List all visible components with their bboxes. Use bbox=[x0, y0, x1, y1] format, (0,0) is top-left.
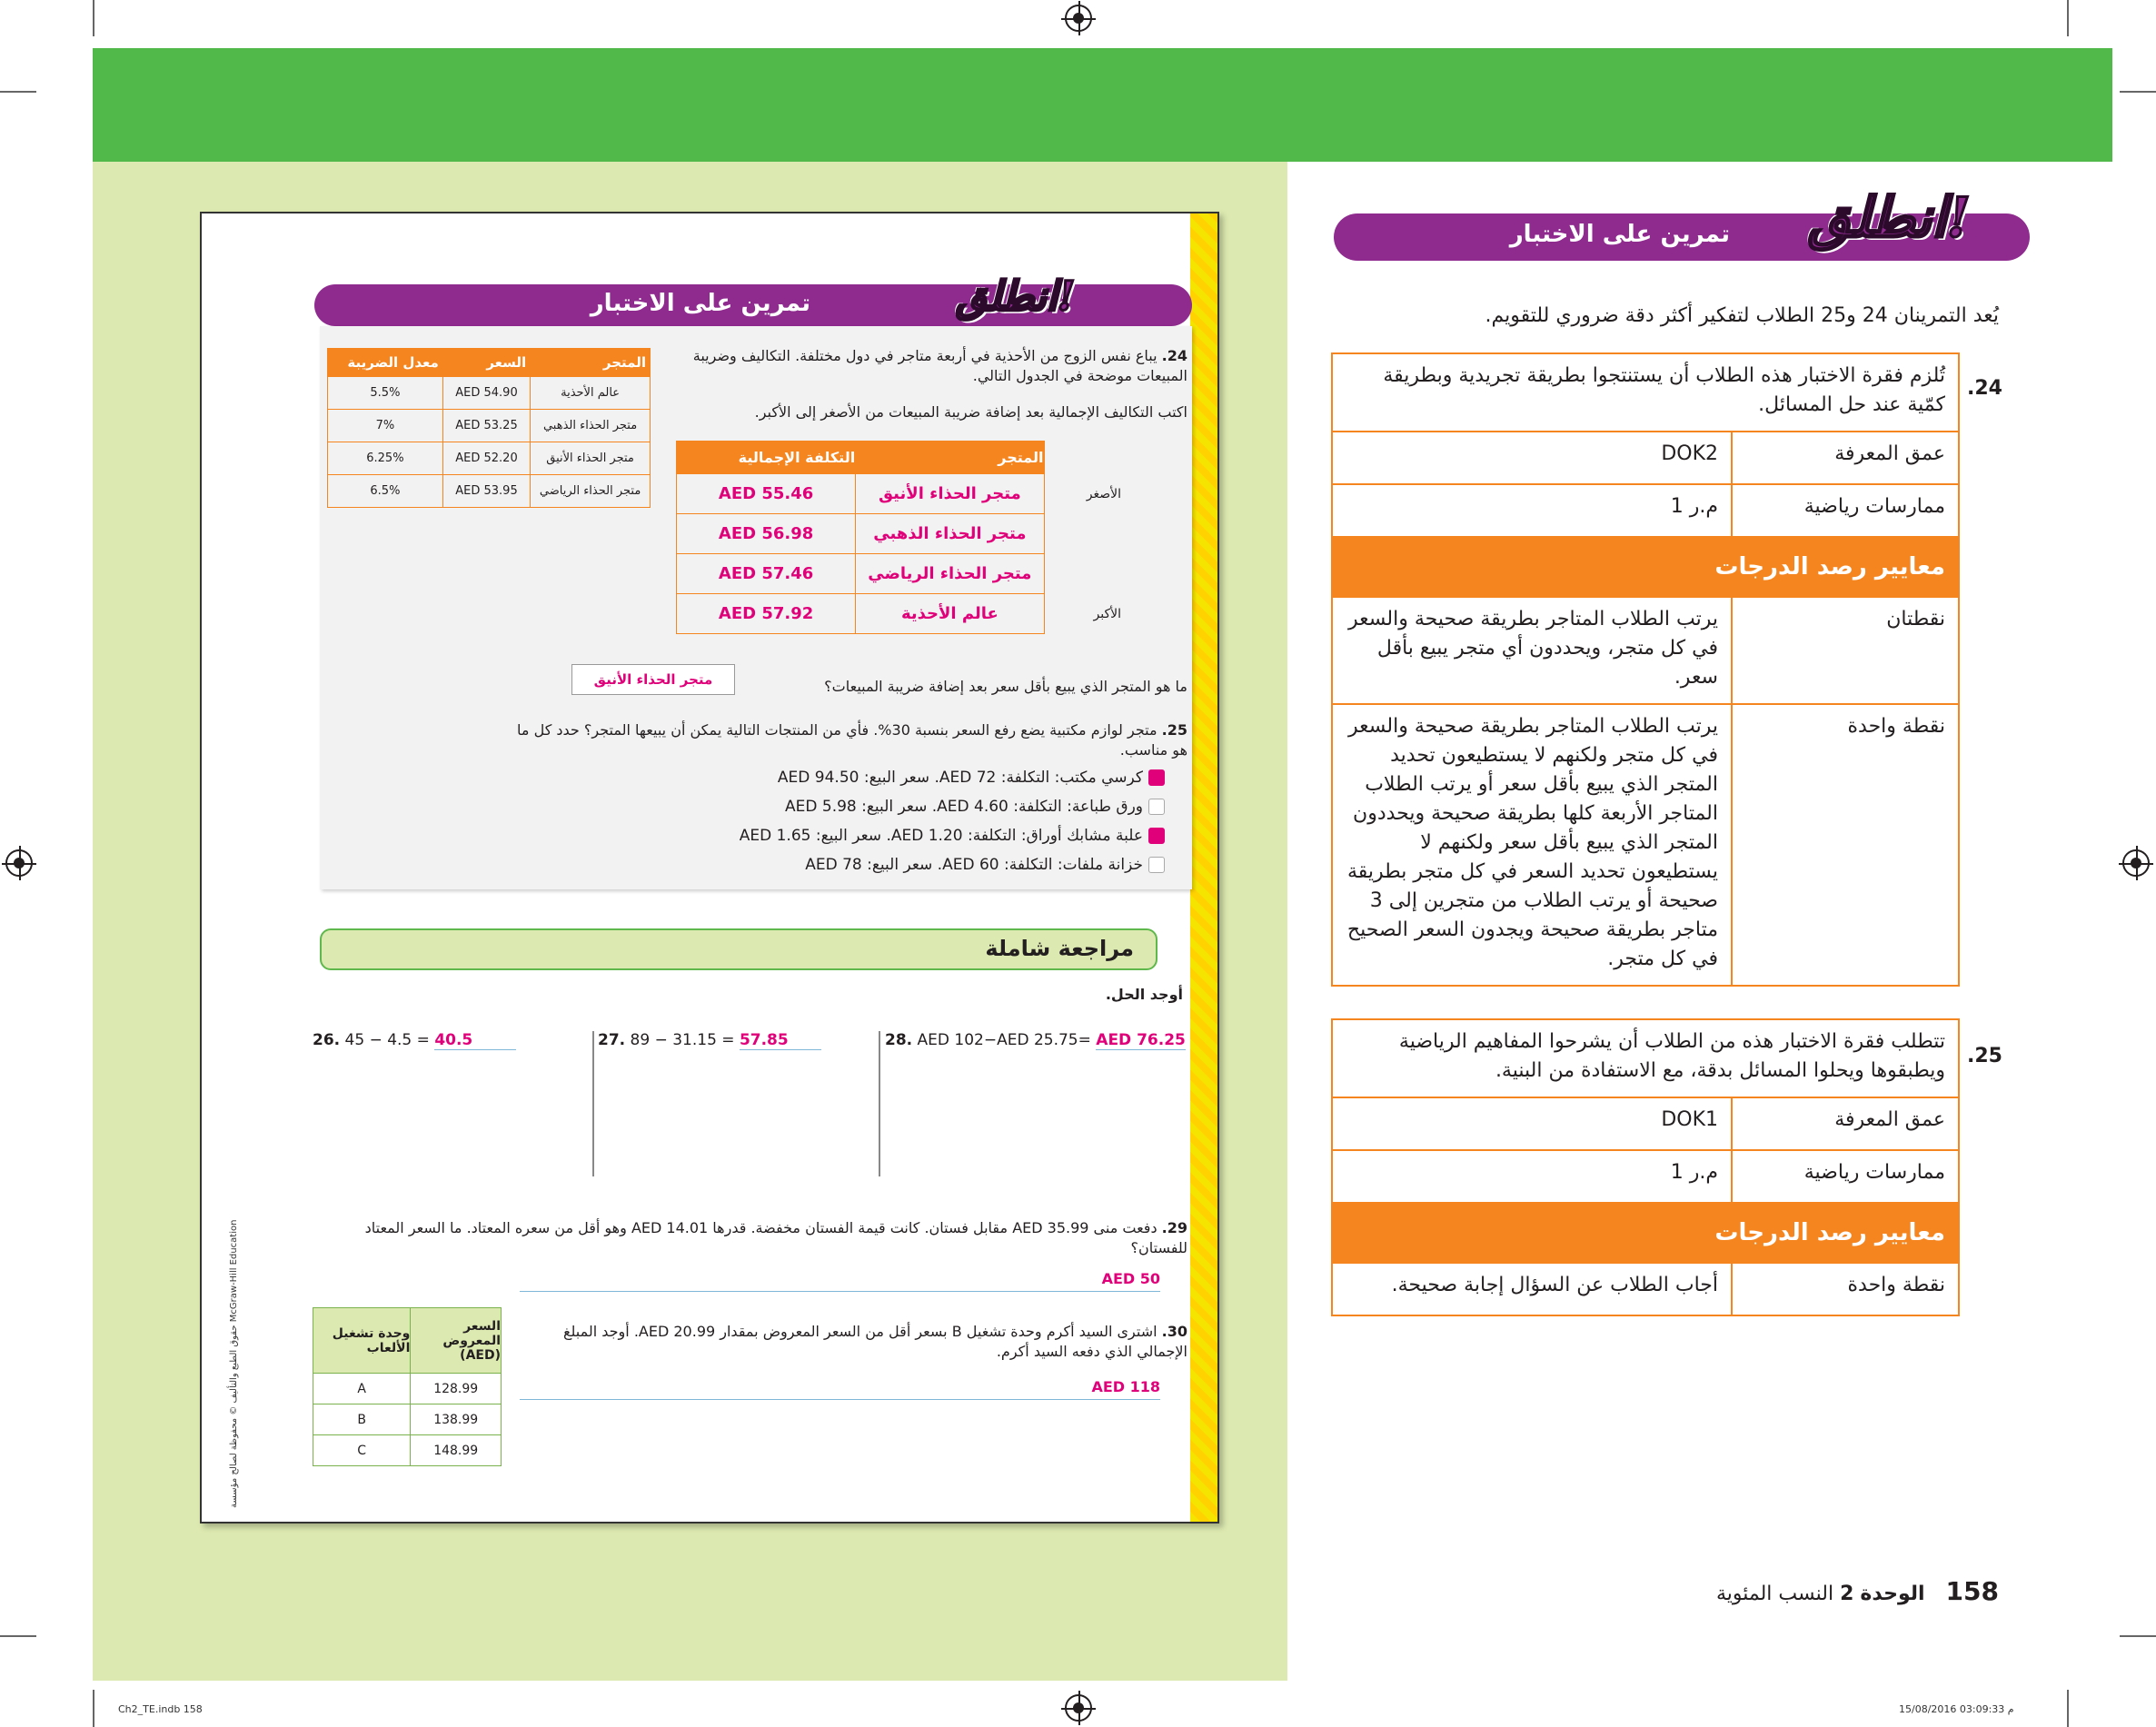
practice-label: ممارسات رياضية bbox=[1732, 1150, 1959, 1203]
console-header-price: السعر المعروض (AED) bbox=[411, 1308, 502, 1374]
console-price: 148.99 bbox=[411, 1435, 502, 1466]
rubric-text: يرتب الطلاب المتاجر بطريقة صحيحة والسعر في كل متجر، ويحددون أي متجر يبيع بأقل سعر. bbox=[1332, 597, 1732, 704]
registration-mark-icon bbox=[1065, 1694, 1092, 1722]
rubric-points: نقطتان bbox=[1732, 597, 1959, 704]
crop-mark bbox=[93, 1690, 94, 1727]
table-row bbox=[313, 1435, 502, 1466]
spacer bbox=[1044, 442, 1127, 474]
table-row bbox=[313, 1404, 502, 1435]
crop-mark bbox=[2120, 1635, 2156, 1637]
rubric-points: نقطة واحدة bbox=[1732, 704, 1959, 986]
q27-number: 27. bbox=[598, 1031, 626, 1049]
registration-mark-icon bbox=[2122, 849, 2150, 877]
answer-header-store: المتجر bbox=[856, 442, 1044, 474]
table-row bbox=[677, 514, 1128, 554]
item24-desc: تُلزم فقرة الاختبار هذه الطلاب أن يستنتجوا بطريقة تجريدية وبطريقة كمّية عند حل المسائل. bbox=[1332, 353, 1959, 432]
q29-answer: AED 50 bbox=[520, 1270, 1160, 1292]
q27-answer: 57.85 bbox=[740, 1031, 821, 1050]
option-text: ورق طباعة: التكلفة: AED 4.60. سعر البيع: AED 5.98 bbox=[785, 798, 1143, 816]
option-text: علبة مشابك أوراق: التكلفة: AED 1.20. سعر البيع: AED 1.65 bbox=[739, 827, 1143, 845]
q27-expr: 89 − 31.15 = bbox=[630, 1031, 735, 1049]
crop-mark bbox=[0, 1635, 36, 1637]
q30-body: اشترى السيد أكرم وحدة تشغيل B بسعر أقل من السعر المعروض بمقدار AED 20.99. أوجد المبلغ الإجمالي الذي دفعه السيد أكرم. bbox=[562, 1323, 1187, 1360]
header-band bbox=[93, 48, 2112, 162]
checkbox-unchecked[interactable] bbox=[1148, 857, 1165, 873]
console-price: 138.99 bbox=[411, 1404, 502, 1435]
price-value: AED 54.90 bbox=[442, 377, 530, 410]
table-row bbox=[328, 377, 651, 410]
practice-label: ممارسات رياضية bbox=[1732, 484, 1959, 537]
table-row bbox=[1332, 1150, 1959, 1203]
table-row bbox=[1332, 432, 1959, 484]
answer-total: AED 57.46 bbox=[677, 554, 856, 594]
item25-table bbox=[1331, 1018, 1960, 1316]
table-row bbox=[1332, 1097, 1959, 1150]
price-value: AED 53.95 bbox=[442, 475, 530, 508]
q28-expr: AED 102−AED 25.75= bbox=[917, 1031, 1091, 1049]
q26-answer: 40.5 bbox=[434, 1031, 516, 1050]
q27 bbox=[598, 1031, 821, 1050]
checkbox-checked[interactable] bbox=[1148, 769, 1165, 786]
table-row bbox=[1332, 597, 1959, 704]
table-row bbox=[1332, 1263, 1959, 1315]
page-footer bbox=[1681, 1576, 1999, 1606]
divider bbox=[592, 1031, 594, 1176]
answer-store: متجر الحذاء الذهبي bbox=[856, 514, 1044, 554]
table-row bbox=[328, 442, 651, 475]
q24-answer-box[interactable]: متجر الحذاء الأنيق bbox=[571, 664, 735, 695]
q30-answer: AED 118 bbox=[520, 1378, 1160, 1400]
rubric-title: معايير رصد الدرجات bbox=[1332, 1203, 1959, 1263]
item24-number: .24 bbox=[1967, 377, 2002, 400]
file-info: Ch2_TE.indb 158 bbox=[118, 1703, 203, 1715]
list-item[interactable] bbox=[592, 821, 1165, 850]
rubric-text: يرتب الطلاب المتاجر بطريقة صحيحة والسعر في كل متجر ولكنهم لا يستطيعون تحديد المتجر الذي يبيع بأقل سعر أو يرتب الطلاب المتاجر الأربعة كلها بطريقة صحيحة ويحددون المتجر الذي يبيع بأقل سعر ولكنهم لا يستطيعون تحديد السعر في كل متجر بطريقة صحيحة أو يرتب الطلاب من متجرين إلى 3 متاجر بطريقة صحيحة ويجدون السعر الصحيح في كل متجر. bbox=[1332, 704, 1732, 986]
price-table bbox=[327, 348, 651, 508]
teacher-banner-title: تمرين على الاختبار bbox=[1509, 221, 1730, 248]
price-store: متجر الحذاء الذهبي bbox=[531, 410, 651, 442]
answer-total: AED 57.92 bbox=[677, 594, 856, 634]
table-row bbox=[313, 1374, 502, 1404]
crop-mark bbox=[2120, 91, 2156, 93]
crop-mark bbox=[2067, 0, 2069, 36]
table-row bbox=[677, 554, 1128, 594]
spacer bbox=[1044, 514, 1127, 554]
item24-table bbox=[1331, 352, 1960, 987]
q25-text bbox=[502, 720, 1187, 760]
price-header-tax: معدل الضريبة bbox=[328, 349, 443, 377]
q24-body: يباع نفس الزوج من الأحذية في أربعة متاجر في دول مختلفة. التكاليف وضريبة المبيعات موضحة في الجدول التالي. bbox=[692, 347, 1187, 384]
copyright-text: حقوق الطبع والتأليف © محفوظة لصالح مؤسسة McGraw-Hill Education bbox=[229, 1219, 239, 1508]
answer-store: متجر الحذاء الرياضي bbox=[856, 554, 1044, 594]
table-row bbox=[328, 475, 651, 508]
item25-desc: تتطلب فقرة الاختبار هذه من الطلاب أن يشرحوا المفاهيم الرياضية ويطبقوها ويحلوا المسائل بدقة، مع الاستفادة من البنية. bbox=[1332, 1019, 1959, 1097]
q28-number: 28. bbox=[885, 1031, 913, 1049]
spacer bbox=[1044, 554, 1127, 594]
student-logo-word: انطلق! bbox=[956, 273, 1076, 320]
q26 bbox=[313, 1031, 516, 1050]
rubric-text: أجاب الطلاب عن السؤال إجابة صحيحة. bbox=[1332, 1263, 1732, 1315]
q26-number: 26. bbox=[313, 1031, 341, 1049]
list-item[interactable] bbox=[592, 850, 1165, 879]
review-bar bbox=[320, 928, 1157, 970]
crop-mark bbox=[2067, 1690, 2069, 1727]
item25-number: .25 bbox=[1967, 1045, 2002, 1067]
unit-title: النسب المئوية bbox=[1715, 1583, 1834, 1605]
option-text: كرسي مكتب: التكلفة: AED 72. سعر البيع: AED 94.50 bbox=[777, 769, 1143, 787]
answer-header-total: التكلفة الإجمالية bbox=[677, 442, 856, 474]
console-unit: A bbox=[313, 1374, 411, 1404]
console-unit: B bbox=[313, 1404, 411, 1435]
list-item[interactable] bbox=[592, 763, 1165, 792]
review-title: مراجعة شاملة bbox=[985, 936, 1134, 961]
answer-store: عالم الأحذية bbox=[856, 594, 1044, 634]
price-store: عالم الأحذية bbox=[531, 377, 651, 410]
q24-question: ما هو المتجر الذي يبيع بأقل سعر بعد إضافة ضريبة المبيعات؟ bbox=[824, 678, 1187, 695]
price-store: متجر الحذاء الرياضي bbox=[531, 475, 651, 508]
console-header-unit: وحدة تشغيل الألعاب bbox=[313, 1308, 411, 1374]
table-row bbox=[1332, 704, 1959, 986]
page-number: 158 bbox=[1945, 1576, 1999, 1606]
table-row bbox=[328, 410, 651, 442]
price-tax: 5.5% bbox=[328, 377, 443, 410]
q28-answer: AED 76.25 bbox=[1096, 1031, 1186, 1049]
table-row bbox=[677, 474, 1128, 514]
crop-mark bbox=[93, 0, 94, 36]
q24-instruction: اكتب التكاليف الإجمالية بعد إضافة ضريبة المبيعات من الأصغر إلى الأكبر. bbox=[754, 403, 1187, 421]
option-text: خزانة ملفات: التكلفة: AED 60. سعر البيع: AED 78 bbox=[805, 856, 1143, 874]
price-tax: 6.5% bbox=[328, 475, 443, 508]
q28 bbox=[885, 1031, 1186, 1050]
rubric-title: معايير رصد الدرجات bbox=[1332, 537, 1959, 597]
registration-mark-icon bbox=[1065, 5, 1092, 32]
q25-options bbox=[592, 763, 1165, 879]
q30-text bbox=[520, 1322, 1187, 1362]
crop-mark bbox=[0, 91, 36, 93]
yellow-stripe bbox=[1190, 213, 1217, 1522]
find-solution-label: أوجد الحل. bbox=[1105, 986, 1183, 1003]
price-store: متجر الحذاء الأنيق bbox=[531, 442, 651, 475]
checkbox-unchecked[interactable] bbox=[1148, 799, 1165, 815]
rubric-points: نقطة واحدة bbox=[1732, 1263, 1959, 1315]
price-value: AED 52.20 bbox=[442, 442, 530, 475]
teacher-logo-word: انطلق! bbox=[1808, 186, 1971, 250]
console-unit: C bbox=[313, 1435, 411, 1466]
table-row bbox=[677, 594, 1128, 634]
dok-label: عمق المعرفة bbox=[1732, 1097, 1959, 1150]
unit-label: الوحدة bbox=[1860, 1583, 1925, 1605]
divider bbox=[879, 1031, 880, 1176]
dok-label: عمق المعرفة bbox=[1732, 432, 1959, 484]
price-value: AED 53.25 bbox=[442, 410, 530, 442]
practice-value: م.ر 1 bbox=[1332, 1150, 1732, 1203]
q26-expr: 45 − 4.5 = bbox=[344, 1031, 430, 1049]
list-item[interactable] bbox=[592, 792, 1165, 821]
largest-label: الأكبر bbox=[1093, 606, 1121, 621]
q29-text bbox=[320, 1218, 1187, 1258]
answer-total: AED 55.46 bbox=[677, 474, 856, 514]
answer-total: AED 56.98 bbox=[677, 514, 856, 554]
teacher-intro: يُعد التمرينان 24 و25 الطلاب لتفكير أكثر دقة ضروري للتقويم. bbox=[1485, 304, 1999, 327]
answer-store: متجر الحذاء الأنيق bbox=[856, 474, 1044, 514]
checkbox-checked[interactable] bbox=[1148, 828, 1165, 844]
student-banner-title: تمرين على الاختبار bbox=[590, 290, 810, 317]
smallest-label: الأصغر bbox=[1086, 486, 1121, 501]
practice-value: م.ر 1 bbox=[1332, 484, 1732, 537]
price-header-price: السعر bbox=[442, 349, 530, 377]
dok-value: DOK2 bbox=[1332, 432, 1732, 484]
console-price-table bbox=[313, 1307, 502, 1466]
date-info: 15/08/2016 03:09:33 م bbox=[1899, 1703, 2014, 1715]
unit-number: 2 bbox=[1840, 1583, 1854, 1605]
q30-number: 30. bbox=[1161, 1323, 1187, 1340]
q29-number: 29. bbox=[1161, 1219, 1187, 1236]
price-header-store: المتجر bbox=[531, 349, 651, 377]
q24-number: 24. bbox=[1161, 347, 1187, 364]
dok-value: DOK1 bbox=[1332, 1097, 1732, 1150]
q25-number: 25. bbox=[1161, 721, 1187, 739]
q24-text bbox=[665, 346, 1187, 386]
answer-table bbox=[676, 441, 1127, 634]
table-row bbox=[1332, 484, 1959, 537]
q25-body: متجر لوازم مكتبية يضع رفع السعر بنسبة 30%. فأي من المنتجات التالية يمكن أن يبيعها المتجر؟ حدد كل ما هو مناسب. bbox=[517, 721, 1187, 759]
q29-body: دفعت منى AED 35.99 مقابل فستان. كانت قيمة الفستان مخفضة. قدرها AED 14.01 وهو أقل من سعره المعتاد. ما السعر المعتاد للفستان؟ bbox=[364, 1219, 1187, 1256]
console-price: 128.99 bbox=[411, 1374, 502, 1404]
student-page bbox=[200, 212, 1219, 1524]
registration-mark-icon bbox=[5, 849, 33, 877]
price-tax: 7% bbox=[328, 410, 443, 442]
price-tax: 6.25% bbox=[328, 442, 443, 475]
